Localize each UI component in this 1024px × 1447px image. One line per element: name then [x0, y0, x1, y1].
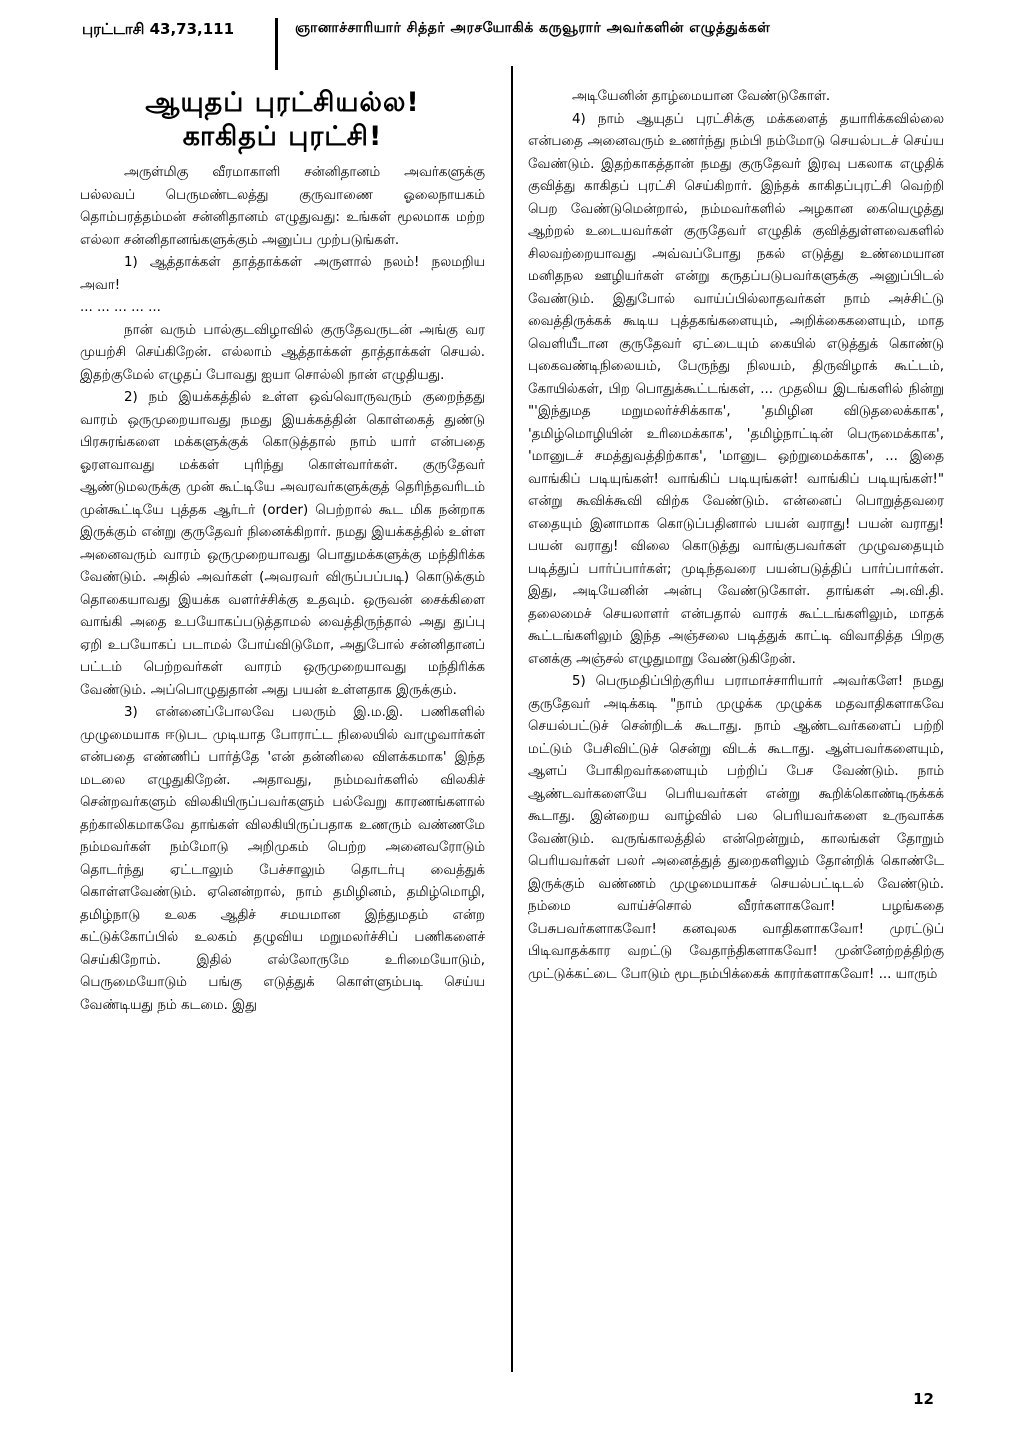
- paragraph: அடியேனின் தாழ்மையான வேண்டுகோள்.: [572, 89, 831, 104]
- publication-title: ஞானாச்சாரியார் சித்தர் அரசயோகிக் கருவூரார் அவர்களின் எழுத்துக்கள்: [295, 20, 771, 36]
- paragraph: 2) நம் இயக்கத்தில் உள்ள ஒவ்வொருவரும் குறைந்தது வாரம் ஒருமுறையாவது நமது இயக்கத்தின் கொள்கைத் துண்டு பிரசுரங்களை மக்களுக்குக் கொடுத்தால் நாம் யார் என்பதை ஓரளவாவது மக்கள் புரிந்து கொள்வார்கள். குருதேவர் ஆண்டுமலருக்கு முன் கூட்டியே அவரவர்களுக்குத் தெரிந்தவரிடம் முன்கூட்டியே புத்தக ஆர்டர் (order) பெற்றால் கூட மிக நன்றாக இருக்கும் என்று குருதேவர் நினைக்கிறார். நமது இயக்கத்தில் உள்ள அனைவரும் வாரம் ஒருமுறையாவது பொதுமக்களுக்கு மந்திரிக்க வேண்டும். அதில் அவர்கள் (அவரவர் விருப்பப்படி) கொடுக்கும் தொகையாவது இயக்க வளர்ச்சிக்கு உதவும். ஒருவன் சைக்கிளை வாங்கி அதை உபயோகப்படுத்தாமல் வைத்திருந்தால் அது துப்பு ஏறி உபயோகப் படாமல் போய்விடுமோ, அதுபோல் சன்னிதானப் பட்டம் பெற்றவர்கள் வாரம் ஒருமுறையாவது மந்திரிக்க வேண்டும். அப்பொழுதுதான் அது பயன் உள்ளதாக இருக்கும்.: [80, 390, 485, 698]
- paragraph: நான் வரும் பால்குடவிழாவில் குருதேவருடன் அங்கு வர முயற்சி செய்கிறேன். எல்லாம் ஆத்தாக்கள் தாத்தாக்கள் செயல். இதற்குமேல் எழுதப் போவது ஐயா சொல்லி நான் எழுதியது.: [80, 322, 485, 383]
- paragraph: 4) நாம் ஆயுதப் புரட்சிக்கு மக்களைத் தயாரிக்கவில்லை என்பதை அனைவரும் உணர்ந்து நம்பி நம்மோடு செயல்படச் செய்ய வேண்டும். இதற்காகத்தான் நமது குருதேவர் இரவு பகலாக எழுதிக் குவித்து காகிதப் புரட்சி செய்கிறார். இந்தக் காகிதப்புரட்சி வெற்றி பெற வேண்டுமென்றால், நம்மவர்களில் அழகான கையெழுத்து ஆற்றல் உடையவர்கள் குருதேவர் எழுதிக் குவித்துள்ளவைகளில் சிலவற்றையாவது அவ்வப்போது நகல் எடுத்து உண்மையான மனிதநல ஊழியர்கள் என்று கருதப்படுபவர்களுக்கு அனுப்பிடல் வேண்டும். இதுபோல் வாய்ப்பில்லாதவர்கள் நாம் அச்சிட்டு வைத்திருக்கக் கூடிய புத்தகங்களையும், அறிக்கைகளையும், மாத வெளியீடான குருதேவர் ஏட்டையும் கையில் எடுத்துக் கொண்டு புகைவண்டிநிலையம், பேருந்து நிலயம், திருவிழாக் கூட்டம், கோயில்கள், பிற பொதுக்கூட்டங்கள், ... முதலிய இடங்களில் நின்று "'இந்துமத மறுமலர்ச்சிக்காக', 'தமிழின விடுதலைக்காக', 'தமிழ்மொழியின் உரிமைக்காக', 'தமிழ்நாட்டின் பெருமைக்காக', 'மானுடச் சமத்துவத்திற்காக', 'மானுட ஒற்றுமைக்காக', ... இதை வாங்கிப் படியுங்கள்! வாங்கிப் படியுங்கள்! வாங்கிப் படியுங்கள்!" என்று கூவிக்கூவி விற்க வேண்டும். என்னைப் பொறுத்தவரை எதையும் இனாமாக கொடுப்பதினால் பயன் வராது! பயன் வராது! பயன் வராது! விலை கொடுத்து வாங்குபவர்கள் முழுவதையும் படித்துப் பார்ப்பார்கள்; முடிந்தவரை பயன்படுத்திப் பார்ப்பார்கள். இது, அடியேனின் அன்பு வேண்டுகோள். தாங்கள் அ.வி.தி. தலைமைச் செயலாளர் என்பதால் வாரக் கூட்டங்களிலும், மாதக் கூட்டங்களிலும் இந்த அஞ்சலை படித்துக் காட்டி விவாதித்த பிறகு எனக்கு அஞ்சல் எழுதுமாறு வேண்டுகிறேன்.: [528, 111, 944, 667]
- right-column: [528, 86, 944, 986]
- article-title: [80, 86, 485, 154]
- paragraph: அருள்மிகு வீரமாகாளி சன்னிதானம் அவர்களுக்கு பல்லவப் பெருமண்டலத்து குருவாணை ஓலைநாயகம் தொம்பரத்தம்மன் சன்னிதானம் எழுதுவது: உங்கள் மூலமாக மற்ற எல்லா சன்னிதானங்களுக்கும் அனுப்ப முற்படுங்கள்.: [80, 165, 485, 248]
- paragraph: 1) ஆத்தாக்கள் தாத்தாக்கள் அருளால் நலம்! நலமறிய அவா!: [80, 255, 485, 293]
- column-divider: [511, 66, 513, 1372]
- issue-month: புரட்டாசி 43,73,111: [82, 20, 235, 38]
- paragraph: 3) என்னைப்போலவே பலரும் இ.ம.இ. பணிகளில் முழுமையாக ஈடுபட முடியாத போராட்ட நிலையில் வாழுவார்கள் என்பதை எண்ணிப் பார்த்தே 'என் தன்னிலை விளக்கமாக' இந்த மடலை எழுதுகிறேன். அதாவது, நம்மவர்களில் விலகிச் சென்றவர்களும் விலகியிருப்பவர்களும் பல்வேறு காரணங்களால் தற்காலிகமாகவே தாங்கள் விலகியிருப்பதாக உணரும் வண்ணமே நம்மவர்கள் நம்மோடு அறிமுகம் பெற்ற அனைவரோடும் தொடர்ந்து ஏட்டாலும் பேச்சாலும் தொடர்பு வைத்துக் கொள்ளவேண்டும். ஏனென்றால், நாம் தமிழினம், தமிழ்மொழி, தமிழ்நாடு உலக ஆதிச் சமயமான இந்துமதம் என்ற கட்டுக்கோப்பில் உலகம் தழுவிய மறுமலர்ச்சிப் பணிகளைச் செய்கிறோம். இதில் எல்லோருமே உரிமையோடும், பெருமையோடும் பங்கு எடுத்துக் கொள்ளும்படி செய்ய வேண்டியது நம் கடமை. இது: [80, 705, 485, 1013]
- header-divider: [275, 18, 278, 70]
- left-column: [80, 86, 485, 1017]
- article-title-line-1: ஆயுதப் புரட்சியல்ல!: [145, 87, 420, 118]
- ellipsis-line: ... ... ... ... ...: [80, 300, 161, 315]
- page-number: 12: [913, 1390, 934, 1408]
- article-title-line-2: காகிதப் புரட்சி!: [182, 121, 383, 152]
- paragraph: 5) பெருமதிப்பிற்குரிய பராமாச்சாரியார் அவர்களே! நமது குருதேவர் அடிக்கடி "நாம் முழுக்க முழுக்க மதவாதிகளாகவே செயல்பட்டுச் சென்றிடக் கூடாது. நாம் ஆண்டவர்களைப் பற்றி மட்டும் பேசிவிட்டுச் சென்று விடக் கூடாது. ஆள்பவர்களையும், ஆளப் போகிறவர்களையும் பற்றிப் பேச வேண்டும். நாம் ஆண்டவர்களையே பெரியவர்கள் என்று கூறிக்கொண்டிருக்கக் கூடாது. இன்றைய வாழ்வில் பல பெரியவர்களை உருவாக்க வேண்டும். வருங்காலத்தில் என்றென்றும், காலங்கள் தோறும் பெரியவர்கள் பலர் அனைத்துத் துறைகளிலும் தோன்றிக் கொண்டே இருக்கும் வண்ணம் முழுமையாகச் செயல்பட்டிடல் வேண்டும். நம்மை வாய்ச்சொல் வீரர்களாகவோ! பழங்கதை பேசுபவர்களாகவோ! கனவுலக வாதிகளாகவோ! முரட்டுப் பிடிவாதக்கார வறட்டு வேதாந்திகளாகவோ! முன்னேற்றத்திற்கு முட்டுக்கட்டை போடும் மூடநம்பிக்கைக் காரர்களாகவோ! ... யாரும்: [528, 674, 944, 982]
- running-header: [70, 18, 970, 48]
